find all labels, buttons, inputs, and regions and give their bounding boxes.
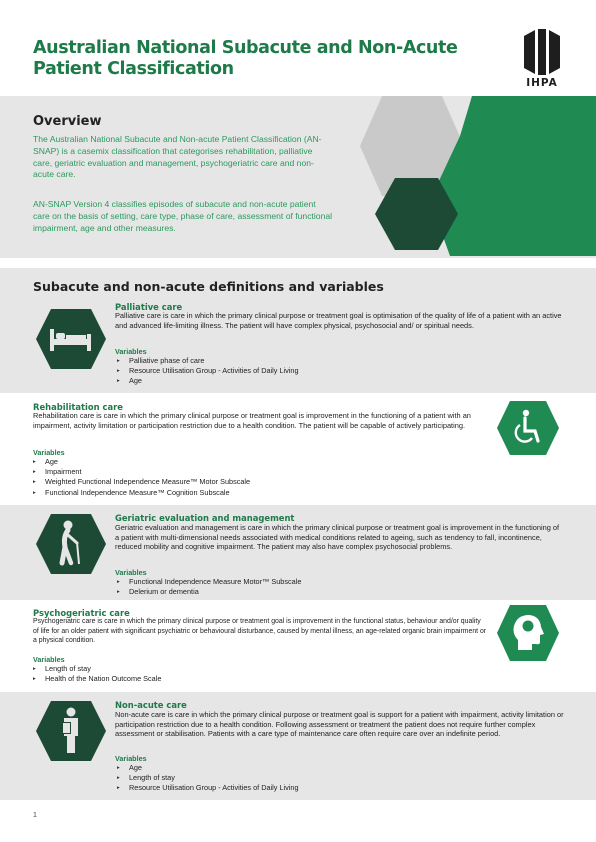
overview-paragraph-1: The Australian National Subacute and Non-acute Patient Classification (AN-SNAP) is a casemix classification that categorises rehabilitation, palliative care, geriatric evaluation and management, psychogeriatric care and non-acute care. xyxy=(33,134,322,180)
head-profile-icon xyxy=(496,604,560,662)
wheelchair-icon xyxy=(496,400,560,456)
list-item: ▸ Delerium or dementia xyxy=(117,587,301,597)
list-item: ▸ Resource Utilisation Group - Activities of Daily Living xyxy=(117,783,299,793)
non-acute-care-block xyxy=(0,692,596,800)
psychogeriatric-variables-list xyxy=(33,664,161,684)
geriatric-variables-label: Variables xyxy=(115,568,147,577)
decorative-hexagons xyxy=(350,96,596,258)
ihpa-logo-mark-icon xyxy=(521,28,563,76)
ihpa-logo xyxy=(521,28,563,90)
person-with-cast-icon xyxy=(35,700,107,762)
geriatric-variables-list xyxy=(117,577,301,597)
elderly-person-icon xyxy=(35,513,107,575)
palliative-care-heading: Palliative care xyxy=(115,302,183,312)
psychogeriatric-care-text: Psychogeriatric care is care in which the primary clinical purpose or treatment goal is improvement in the functional status, behaviour and/or quality of life for an older patient with significant psychiatric or behavioural disturbance, caused by mental illness, an age-related organic brain impairment or a physical condition. xyxy=(33,618,487,645)
geriatric-care-block xyxy=(0,505,596,600)
geriatric-care-heading: Geriatric evaluation and management xyxy=(115,513,295,523)
palliative-care-text: Palliative care is care in which the primary clinical purpose or treatment goal is optimisation of the quality of life of a patient with an active and advanced life-limiting illness. The patient will have complex physical, psychosocial and/ or spiritual needs. xyxy=(115,311,562,330)
geriatric-care-text: Geriatric evaluation and management is care in which the primary clinical purpose or treatment goal is improvement in the functioning of a patient with multi-dimensional needs associated with medical conditions related to ageing, such as tendency to fall, incontinence, reduced mobility and cognitive impairment. The patient may also have complex psychosocial problems. xyxy=(115,523,560,552)
list-item: ▸ Health of the Nation Outcome Scale xyxy=(33,674,161,684)
list-item: ▸ Age xyxy=(117,763,299,773)
list-item: ▸ Impairment xyxy=(33,467,250,477)
list-item: ▸ Length of stay xyxy=(33,664,161,674)
list-item: ▸ Age xyxy=(117,376,299,386)
rehabilitation-variables-list xyxy=(33,457,250,498)
non-acute-care-text: Non-acute care is care in which the primary clinical purpose or treatment goal is support for a patient with impairment, activity limitation or participation restriction due to a health condition. Following assessment or treatment the patient does not require further complex assessment or stabilisation. Patients with a care type of maintenance care often require care over an indefinite period. xyxy=(115,710,564,739)
logo-text: IHPA xyxy=(526,77,558,89)
page-title: Australian National Subacute and Non-Acute Patient Classification xyxy=(33,38,458,79)
overview-title: Overview xyxy=(33,114,102,129)
rehabilitation-care-heading: Rehabilitation care xyxy=(33,402,123,412)
rehabilitation-care-block xyxy=(0,398,596,503)
list-item: ▸ Length of stay xyxy=(117,773,299,783)
list-item: ▸ Palliative phase of care xyxy=(117,356,299,366)
non-acute-care-heading: Non-acute care xyxy=(115,700,187,710)
palliative-variables-list xyxy=(117,356,299,387)
hospital-bed-icon xyxy=(35,308,107,370)
page-number: 1 xyxy=(33,812,37,819)
list-item: ▸ Functional Independence Measure™ Cognition Subscale xyxy=(33,488,250,498)
rehabilitation-care-text: Rehabilitation care is care in which the primary clinical purpose or treatment goal is improvement in the functioning of a patient with an impairment, activity limitation or participation restriction due to a health condition. The patient will be capable of actively participating. xyxy=(33,411,471,430)
psychogeriatric-care-heading: Psychogeriatric care xyxy=(33,608,130,618)
non-acute-variables-list xyxy=(117,763,299,794)
list-item: ▸ Age xyxy=(33,457,250,467)
definitions-title: Subacute and non-acute definitions and variables xyxy=(33,279,384,294)
page-header xyxy=(0,0,596,95)
palliative-care-block xyxy=(0,298,596,393)
palliative-variables-label: Variables xyxy=(115,347,147,356)
psychogeriatric-variables-label: Variables xyxy=(33,655,65,664)
rehabilitation-variables-label: Variables xyxy=(33,448,65,457)
list-item: ▸ Functional Independence Measure Motor™ Subscale xyxy=(117,577,301,587)
non-acute-variables-label: Variables xyxy=(115,754,147,763)
list-item: ▸ Resource Utilisation Group - Activities of Daily Living xyxy=(117,366,299,376)
list-item: ▸ Weighted Functional Independence Measure™ Motor Subscale xyxy=(33,477,250,487)
overview-section xyxy=(0,96,596,258)
psychogeriatric-care-block xyxy=(0,604,596,690)
overview-paragraph-2: AN-SNAP Version 4 classifies episodes of subacute and non-acute patient care on the basis of setting, care type, phase of care, assessment of functional impairment, age and other measures. xyxy=(33,199,333,233)
